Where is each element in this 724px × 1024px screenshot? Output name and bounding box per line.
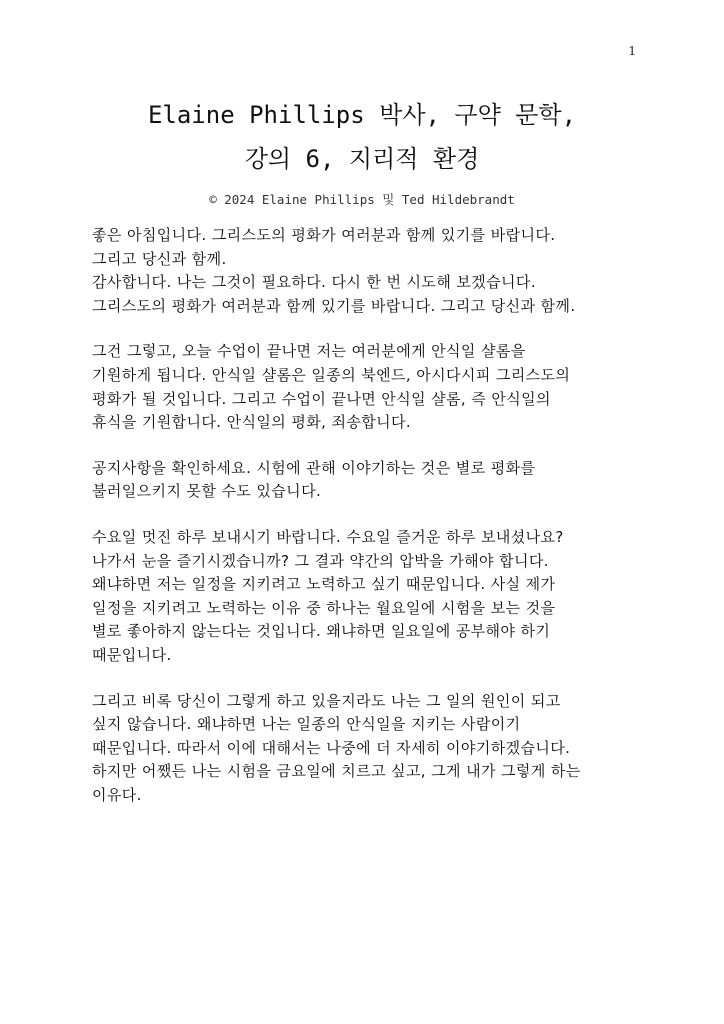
text-line: 공지사항을 확인하세요. 시험에 관해 이야기하는 것은 별로 평화를	[92, 458, 536, 477]
text-line: 때문입니다. 따라서 이에 대해서는 나중에 더 자세히 이야기하겠습니다.	[92, 738, 571, 757]
text-line: 수요일 멋진 하루 보내시기 바랍니다. 수요일 즐거운 하루 보내셨나요?	[92, 527, 564, 546]
text-line: 이유다.	[92, 785, 142, 804]
text-line: 기원하게 됩니다. 안식일 샬롬은 일종의 북엔드, 아시다시피 그리스도의	[92, 365, 571, 384]
document-title-line-2: 강의 6, 지리적 환경	[244, 145, 480, 173]
paragraph-1	[92, 224, 652, 318]
text-line: 싶지 않습니다. 왜냐하면 나는 일종의 안식일을 지키는 사람이기	[92, 715, 521, 734]
copyright-notice: © 2024 Elaine Phillips 및 Ted Hildebrandt	[209, 192, 515, 207]
text-line: 그리스도의 평화가 여러분과 함께 있기를 바랍니다. 그리고 당신과 함께.	[92, 296, 576, 315]
text-line: 때문입니다.	[92, 645, 172, 664]
text-line: 왜냐하면 저는 일정을 지키려고 노력하고 싶기 때문입니다. 사실 제가	[92, 575, 556, 594]
text-line: 그건 그렇고, 오늘 수업이 끝나면 저는 여러분에게 안식일 샬롬을	[92, 342, 526, 361]
text-line: 평화가 될 것입니다. 그리고 수업이 끝나면 안식일 샬롬, 즉 안식일의	[92, 389, 551, 408]
paragraph-3	[92, 457, 652, 504]
paragraph-4	[92, 526, 652, 668]
page-number: 1	[628, 44, 636, 58]
text-line: 감사합니다. 나는 그것이 필요하다. 다시 한 번 시도해 보겠습니다.	[92, 273, 536, 292]
text-line: 일정을 지키려고 노력하는 이유 중 하나는 월요일에 시험을 보는 것을	[92, 598, 556, 617]
paragraph-2	[92, 340, 652, 434]
text-line: 좋은 아침입니다. 그리스도의 평화가 여러분과 함께 있기를 바랍니다.	[92, 226, 556, 244]
text-line: 휴식을 기원합니다. 안식일의 평화, 죄송합니다.	[92, 413, 412, 432]
text-line: 그리고 당신과 함께.	[92, 249, 227, 268]
document-header	[0, 94, 724, 208]
paragraph-5	[92, 690, 652, 808]
document-title-line-1: Elaine Phillips 박사, 구약 문학,	[147, 101, 577, 129]
text-line: 하지만 어쨌든 나는 시험을 금요일에 치르고 싶고, 그게 내가 그렇게 하는	[92, 762, 581, 781]
text-line: 나가서 눈을 즐기시겠습니까? 그 결과 약간의 압박을 가해야 합니다.	[92, 551, 549, 570]
text-line: 별로 좋아하지 않는다는 것입니다. 왜냐하면 일요일에 공부해야 하기	[92, 622, 551, 641]
text-line: 불러일으키지 못할 수도 있습니다.	[92, 482, 322, 501]
text-line: 그리고 비록 당신이 그렇게 하고 있을지라도 나는 그 일의 원인이 되고	[92, 691, 561, 710]
document-body	[92, 224, 652, 829]
